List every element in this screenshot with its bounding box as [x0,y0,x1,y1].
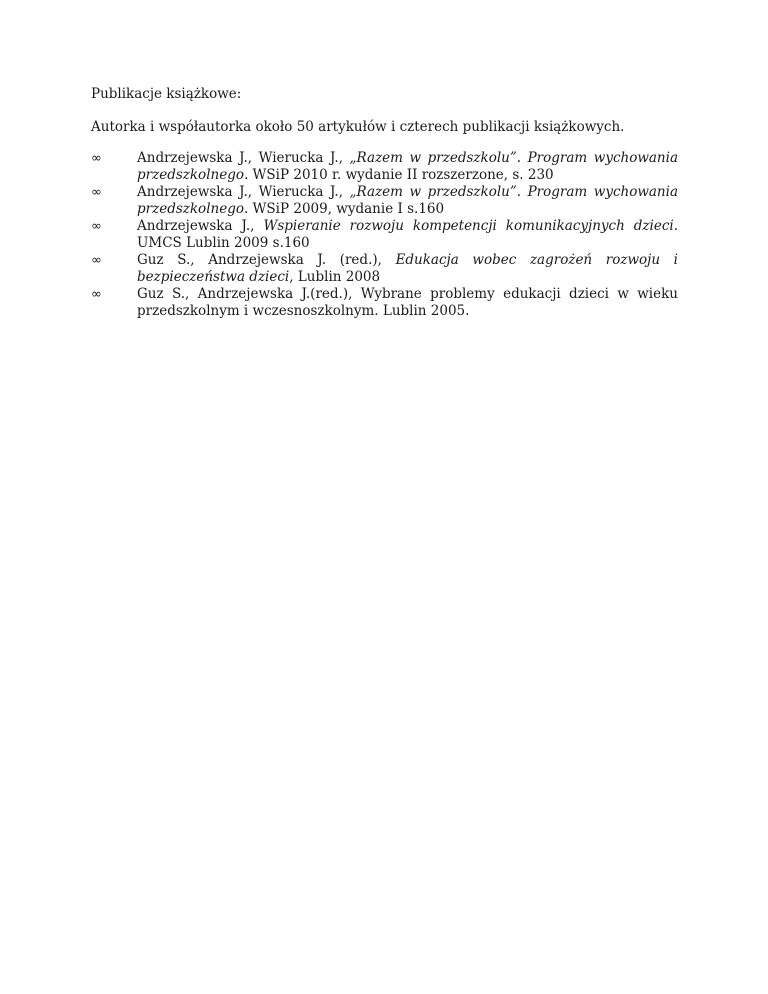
publication-details: . WSiP 2010 r. wydanie II rozszerzone, s. 230 [243,167,554,183]
infinity-bullet-icon: ∞ [91,287,102,302]
publication-title: „Razem w przedszkolu”. Program wychowania przedszkolnego [137,150,678,183]
publication-authors: Guz S., Andrzejewska J. (red.), [137,252,396,268]
publication-details: . UMCS Lublin 2009 s.160 [137,218,679,251]
infinity-bullet-icon: ∞ [91,185,102,200]
publication-title: Wspieranie rozwoju kompetencji komunikacyjnych dzieci [263,218,674,234]
list-item [91,184,678,218]
intro-paragraph: Autorka i współautorka około 50 artykułów i czterech publikacji książkowych. [91,119,625,135]
publication-authors: Andrzejewska J., [137,218,264,234]
publication-title: Edukacja wobec zagrożeń rozwoju i bezpieczeństwa dzieci [137,252,678,285]
list-item [91,252,678,286]
publication-authors: Andrzejewska J., Wierucka J., [137,184,350,200]
infinity-bullet-icon: ∞ [91,219,102,234]
section-heading: Publikacje książkowe: [91,86,242,102]
list-item [91,286,678,320]
publication-text: Guz S., Andrzejewska J.(red.), Wybrane problemy edukacji dzieci w wieku przedszkolnym i wczesnoszkolnym. Lublin 2005. [137,286,678,319]
infinity-bullet-icon: ∞ [91,151,102,166]
publication-details: , Lublin 2008 [289,269,381,285]
publication-title: „Razem w przedszkolu”. Program wychowania przedszkolnego [137,184,678,217]
list-item [91,150,678,184]
publication-authors: Andrzejewska J., Wierucka J., [137,150,350,166]
infinity-bullet-icon: ∞ [91,253,102,268]
publication-list [91,150,678,320]
list-item [91,218,678,252]
publication-details: . WSiP 2009, wydanie I s.160 [243,201,445,217]
